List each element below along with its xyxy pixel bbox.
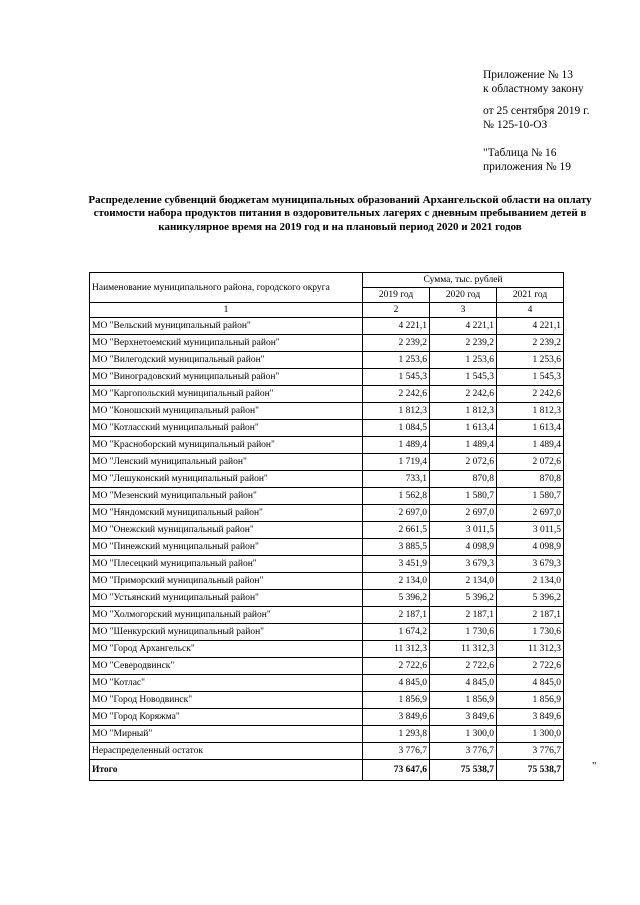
value-2019: 3 451,9 (363, 556, 430, 573)
value-2021: 3 011,5 (497, 522, 564, 539)
value-2020: 2 697,0 (430, 505, 497, 522)
column-header-2021: 2021 год (497, 288, 564, 303)
value-2021: 11 312,3 (497, 641, 564, 658)
column-header-sum: Сумма, тыс. рублей (363, 273, 564, 288)
municipality-name: МО "Красноборский муниципальный район" (90, 437, 363, 454)
value-2020: 1 300,0 (430, 726, 497, 743)
table-row (90, 590, 564, 607)
value-2020: 1 856,9 (430, 692, 497, 709)
value-2020: 2 722,6 (430, 658, 497, 675)
value-2019: 1 545,3 (363, 369, 430, 386)
total-2019: 73 647,6 (363, 760, 430, 781)
table-row (90, 318, 564, 335)
column-header-2020: 2020 год (430, 288, 497, 303)
value-2021: 1 545,3 (497, 369, 564, 386)
table-row (90, 692, 564, 709)
value-2020: 1 489,4 (430, 437, 497, 454)
table-row (90, 573, 564, 590)
municipality-name: МО "Плесецкий муниципальный район" (90, 556, 363, 573)
value-2020: 3 011,5 (430, 522, 497, 539)
value-2019: 3 776,7 (363, 743, 430, 760)
table-appendix-ref: приложения № 19 (483, 161, 571, 173)
column-index: 3 (430, 303, 497, 318)
table-row (90, 556, 564, 573)
table-row (90, 420, 564, 437)
table-row (90, 403, 564, 420)
value-2019: 2 187,1 (363, 607, 430, 624)
value-2021: 4 098,9 (497, 539, 564, 556)
value-2019: 3 849,6 (363, 709, 430, 726)
value-2021: 3 849,6 (497, 709, 564, 726)
document-title: Распределение субвенций бюджетам муниципальных образований Архангельской области на оплату стоимости набора продуктов питания в оздоровительных лагерях с дневным пребыванием детей в каникулярное время на 2019 год и на плановый период 2020 и 2021 годов (88, 194, 592, 233)
table-row (90, 539, 564, 556)
value-2020: 1 580,7 (430, 488, 497, 505)
law-date: от 25 сентября 2019 г. (483, 105, 590, 117)
table-body (90, 318, 564, 760)
value-2021: 1 812,3 (497, 403, 564, 420)
value-2021: 2 134,0 (497, 573, 564, 590)
column-header-2019: 2019 год (363, 288, 430, 303)
total-label: Итого (90, 760, 363, 781)
value-2019: 733,1 (363, 471, 430, 488)
value-2019: 1 856,9 (363, 692, 430, 709)
value-2021: 2 242,6 (497, 386, 564, 403)
value-2020: 1 613,4 (430, 420, 497, 437)
municipality-name: МО "Вилегодский муниципальный район" (90, 352, 363, 369)
value-2019: 2 242,6 (363, 386, 430, 403)
value-2021: 3 776,7 (497, 743, 564, 760)
value-2020: 1 253,6 (430, 352, 497, 369)
table-row (90, 709, 564, 726)
municipality-name: МО "Лешуконский муниципальный район" (90, 471, 363, 488)
municipality-name: МО "Котлас" (90, 675, 363, 692)
subvention-table (89, 272, 564, 781)
value-2019: 4 221,1 (363, 318, 430, 335)
value-2020: 3 679,3 (430, 556, 497, 573)
municipality-name: МО "Котласский муниципальный район" (90, 420, 363, 437)
value-2020: 1 730,6 (430, 624, 497, 641)
value-2021: 1 489,4 (497, 437, 564, 454)
value-2019: 2 722,6 (363, 658, 430, 675)
table-row (90, 522, 564, 539)
value-2020: 5 396,2 (430, 590, 497, 607)
value-2019: 1 562,8 (363, 488, 430, 505)
value-2020: 1 812,3 (430, 403, 497, 420)
table-row (90, 352, 564, 369)
value-2020: 870,8 (430, 471, 497, 488)
value-2020: 4 845,0 (430, 675, 497, 692)
municipality-name: МО "Виноградовский муниципальный район" (90, 369, 363, 386)
municipality-name: МО "Город Архангельск" (90, 641, 363, 658)
total-row (90, 760, 564, 781)
table-row (90, 488, 564, 505)
table-row (90, 454, 564, 471)
value-2021: 4 845,0 (497, 675, 564, 692)
value-2020: 2 134,0 (430, 573, 497, 590)
table-row (90, 369, 564, 386)
value-2019: 2 661,5 (363, 522, 430, 539)
value-2020: 2 239,2 (430, 335, 497, 352)
value-2021: 1 613,4 (497, 420, 564, 437)
value-2019: 2 697,0 (363, 505, 430, 522)
table-row (90, 386, 564, 403)
value-2019: 1 293,8 (363, 726, 430, 743)
municipality-name: МО "Пинежский муниципальный район" (90, 539, 363, 556)
municipality-name: МО "Коношский муниципальный район" (90, 403, 363, 420)
table-row (90, 743, 564, 760)
municipality-name: МО "Приморский муниципальный район" (90, 573, 363, 590)
table-row (90, 726, 564, 743)
value-2021: 2 072,6 (497, 454, 564, 471)
value-2019: 1 253,6 (363, 352, 430, 369)
table-row (90, 505, 564, 522)
municipality-name: МО "Шенкурский муниципальный район" (90, 624, 363, 641)
value-2020: 2 242,6 (430, 386, 497, 403)
municipality-name: МО "Северодвинск" (90, 658, 363, 675)
value-2020: 4 098,9 (430, 539, 497, 556)
value-2019: 1 674,2 (363, 624, 430, 641)
table-row (90, 675, 564, 692)
value-2021: 1 580,7 (497, 488, 564, 505)
value-2019: 1 489,4 (363, 437, 430, 454)
value-2020: 11 312,3 (430, 641, 497, 658)
value-2021: 1 856,9 (497, 692, 564, 709)
value-2019: 1 812,3 (363, 403, 430, 420)
value-2021: 2 187,1 (497, 607, 564, 624)
municipality-name: МО "Няндомский муниципальный район" (90, 505, 363, 522)
appendix-number: Приложение № 13 (483, 69, 573, 81)
table-row (90, 641, 564, 658)
table-row (90, 607, 564, 624)
municipality-name: МО "Каргопольский муниципальный район" (90, 386, 363, 403)
column-index: 4 (497, 303, 564, 318)
table-row (90, 658, 564, 675)
table-row (90, 437, 564, 454)
municipality-name: Нераспределенный остаток (90, 743, 363, 760)
value-2020: 3 776,7 (430, 743, 497, 760)
municipality-name: МО "Мезенский муниципальный район" (90, 488, 363, 505)
municipality-name: МО "Устьянский муниципальный район" (90, 590, 363, 607)
table-row (90, 335, 564, 352)
value-2019: 4 845,0 (363, 675, 430, 692)
appendix-law-ref: к областному закону (483, 83, 584, 95)
municipality-name: МО "Ленский муниципальный район" (90, 454, 363, 471)
value-2019: 11 312,3 (363, 641, 430, 658)
total-2021: 75 538,7 (497, 760, 564, 781)
municipality-name: МО "Онежский муниципальный район" (90, 522, 363, 539)
value-2021: 2 722,6 (497, 658, 564, 675)
value-2019: 2 134,0 (363, 573, 430, 590)
value-2020: 3 849,6 (430, 709, 497, 726)
value-2021: 2 697,0 (497, 505, 564, 522)
value-2021: 4 221,1 (497, 318, 564, 335)
law-number: № 125-10-ОЗ (483, 119, 548, 131)
column-index: 1 (90, 303, 363, 318)
value-2021: 1 253,6 (497, 352, 564, 369)
table-number: "Таблица № 16 (483, 147, 557, 159)
value-2020: 2 072,6 (430, 454, 497, 471)
value-2019: 1 719,4 (363, 454, 430, 471)
column-index: 2 (363, 303, 430, 318)
municipality-name: МО "Вельский муниципальный район" (90, 318, 363, 335)
value-2021: 870,8 (497, 471, 564, 488)
appendix-header (483, 68, 589, 174)
value-2020: 4 221,1 (430, 318, 497, 335)
value-2020: 1 545,3 (430, 369, 497, 386)
municipality-name: МО "Холмогорский муниципальный район" (90, 607, 363, 624)
value-2021: 3 679,3 (497, 556, 564, 573)
value-2020: 2 187,1 (430, 607, 497, 624)
value-2019: 2 239,2 (363, 335, 430, 352)
column-header-name: Наименование муниципального района, городского округа (90, 273, 363, 303)
table-row (90, 471, 564, 488)
municipality-name: МО "Мирный" (90, 726, 363, 743)
value-2019: 3 885,5 (363, 539, 430, 556)
value-2021: 5 396,2 (497, 590, 564, 607)
value-2021: 2 239,2 (497, 335, 564, 352)
municipality-name: МО "Город Новодвинск" (90, 692, 363, 709)
total-2020: 75 538,7 (430, 760, 497, 781)
value-2021: 1 300,0 (497, 726, 564, 743)
value-2021: 1 730,6 (497, 624, 564, 641)
closing-quote: " (592, 760, 597, 772)
value-2019: 5 396,2 (363, 590, 430, 607)
municipality-name: МО "Город Коряжма" (90, 709, 363, 726)
value-2019: 1 084,5 (363, 420, 430, 437)
table-row (90, 624, 564, 641)
municipality-name: МО "Верхнетоемский муниципальный район" (90, 335, 363, 352)
